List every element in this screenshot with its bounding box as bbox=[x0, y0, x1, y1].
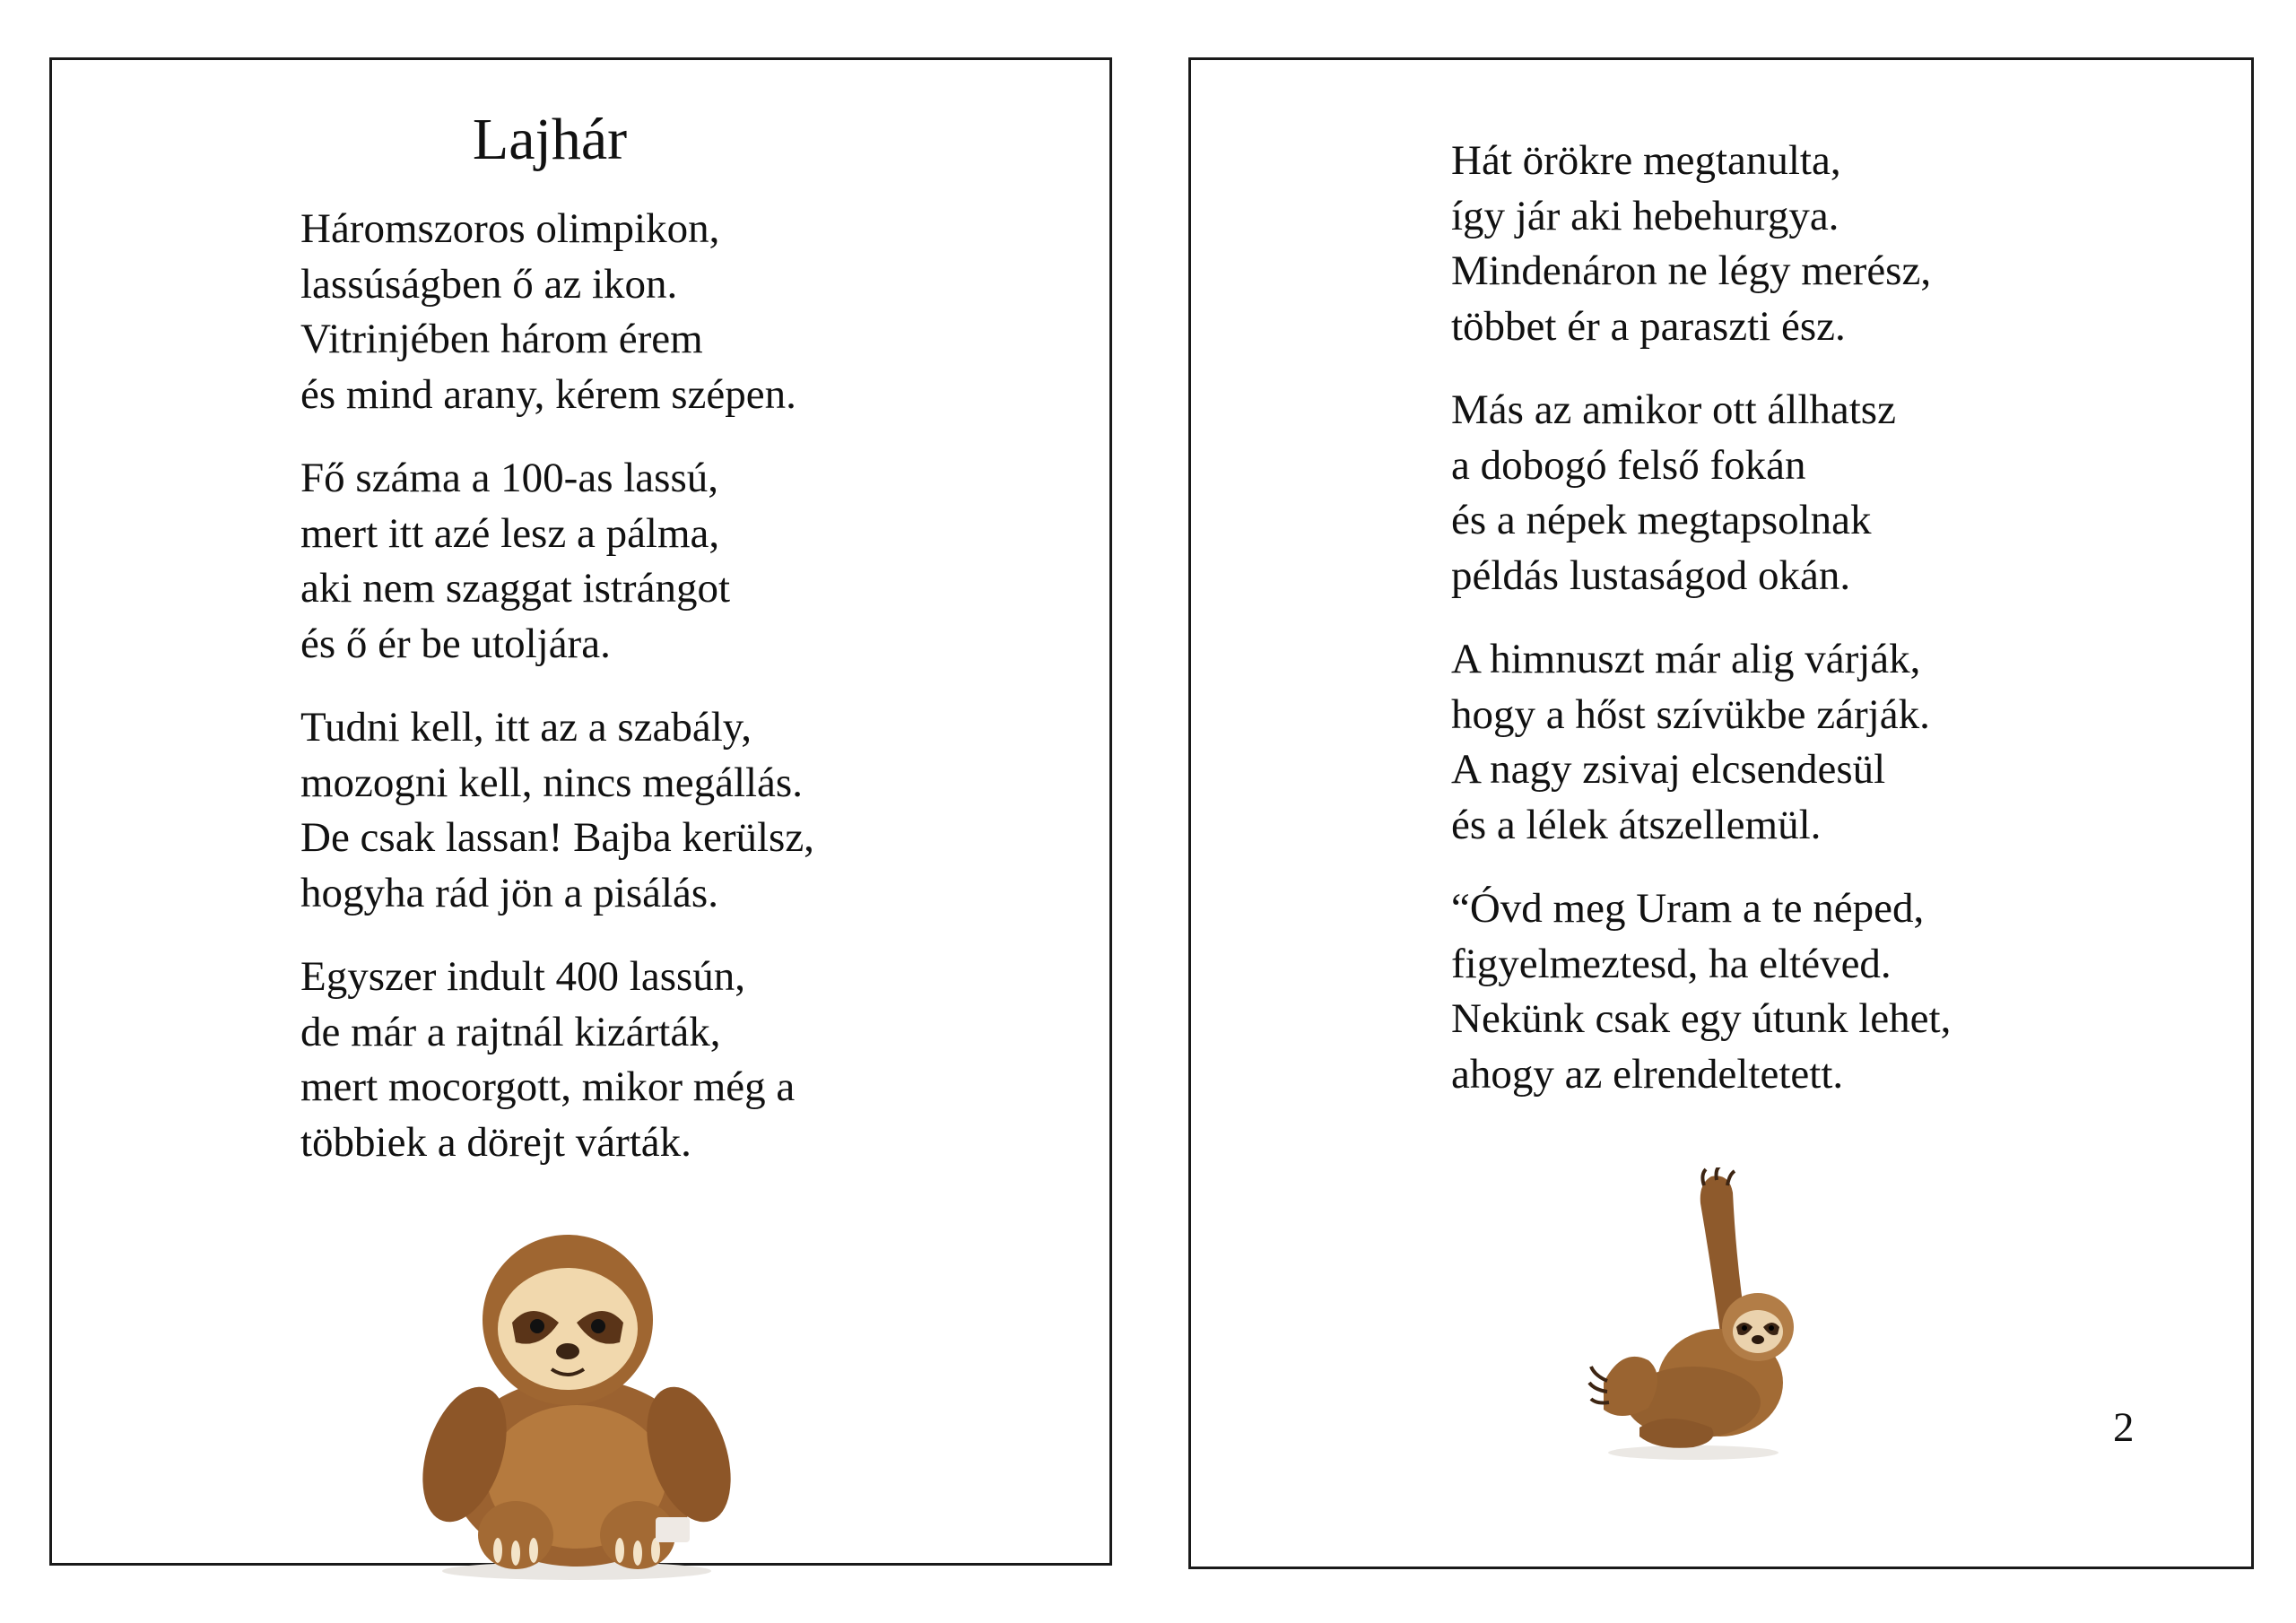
left-page bbox=[49, 57, 1112, 1566]
page-number: 2 bbox=[2113, 1404, 2135, 1451]
poem-line: Mindenáron ne légy merész, bbox=[1451, 247, 1932, 294]
poem-line: Más az amikor ott állhatsz bbox=[1451, 386, 1896, 433]
poem-line: “Óvd meg Uram a te néped, bbox=[1451, 885, 1925, 932]
stanza bbox=[1451, 632, 1951, 853]
poem-line: és a lélek átszellemül. bbox=[1451, 801, 1822, 848]
poem-line: Háromszoros olimpikon, bbox=[300, 205, 720, 252]
poem-title: Lajhár bbox=[472, 107, 628, 172]
poem-line: Hát örökre megtanulta, bbox=[1451, 137, 1841, 184]
poem-line: Tudni kell, itt az a szabály, bbox=[300, 704, 752, 751]
right-stanzas bbox=[1451, 134, 1951, 1131]
stanza bbox=[1451, 881, 1951, 1102]
poem-line: mozogni kell, nincs megállás. bbox=[300, 759, 803, 806]
poem-line: De csak lassan! Bajba kerülsz, bbox=[300, 814, 814, 861]
poem-line: és ő ér be utoljára. bbox=[300, 620, 611, 667]
stanza bbox=[300, 451, 814, 672]
stanza bbox=[300, 700, 814, 921]
poem-line: aki nem szaggat istrángot bbox=[300, 565, 730, 612]
poem-line: figyelmeztesd, ha eltéved. bbox=[1451, 940, 1892, 987]
stanza bbox=[1451, 383, 1951, 603]
stanza bbox=[300, 202, 814, 422]
poem-line: és a népek megtapsolnak bbox=[1451, 497, 1872, 543]
poem-line: mert mocorgott, mikor még a bbox=[300, 1063, 796, 1110]
right-page bbox=[1188, 57, 2254, 1569]
hanging-sloth-figure-icon bbox=[1586, 1167, 1810, 1463]
sloth-plush-toy-icon bbox=[415, 1217, 738, 1584]
poem-line: lassúságben ő az ikon. bbox=[300, 260, 678, 308]
poem-line: mert itt azé lesz a pálma, bbox=[300, 509, 720, 557]
poem-line: A nagy zsivaj elcsendesül bbox=[1451, 746, 1886, 793]
poem-line: így jár aki hebehurgya. bbox=[1451, 192, 1839, 239]
poem-line: a dobogó felső fokán bbox=[1451, 441, 1806, 489]
poem-line: példás lustaságod okán. bbox=[1451, 551, 1851, 599]
poem-line: de már a rajtnál kizárták, bbox=[300, 1008, 721, 1055]
left-stanzas bbox=[300, 202, 814, 1199]
poem-line: A himnuszt már alig várják, bbox=[1451, 636, 1921, 682]
poem-line: Vitrinjében három érem bbox=[300, 316, 703, 362]
stanza bbox=[1451, 134, 1951, 354]
poem-line: többiek a dörejt várták. bbox=[300, 1118, 691, 1166]
poem-line: és mind arany, kérem szépen. bbox=[300, 370, 796, 418]
stanza bbox=[300, 950, 814, 1170]
poem-line: többet ér a paraszti ész. bbox=[1451, 302, 1846, 350]
poem-line: ahogy az elrendeltetett. bbox=[1451, 1050, 1844, 1098]
poem-line: Egyszer indult 400 lassún, bbox=[300, 953, 746, 1000]
poem-line: Fő száma a 100-as lassú, bbox=[300, 455, 718, 501]
poem-line: Nekünk csak egy útunk lehet, bbox=[1451, 995, 1952, 1042]
poem-line: hogyha rád jön a pisálás. bbox=[300, 869, 718, 916]
poem-line: hogy a hőst szívükbe zárják. bbox=[1451, 690, 1930, 738]
